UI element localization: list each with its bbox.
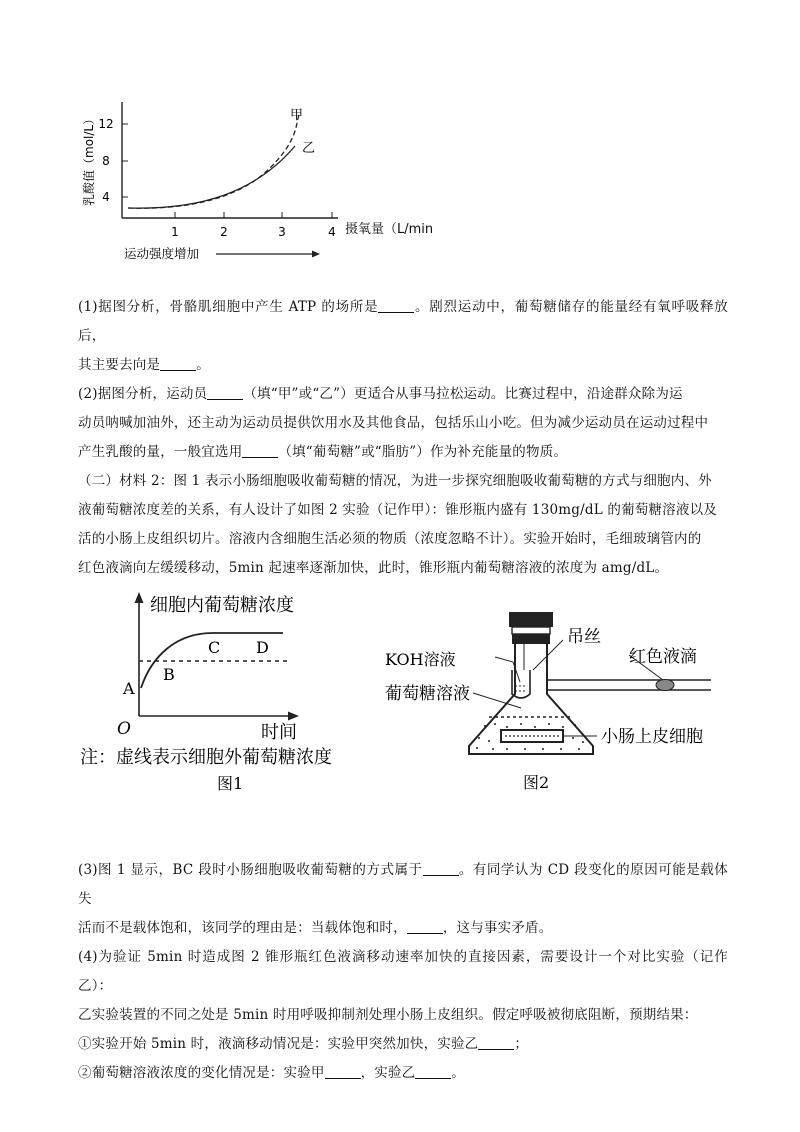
capillary-tube <box>547 680 711 690</box>
fig1-x-label: 时间 <box>261 722 297 743</box>
fig1-caption: 图1 <box>217 774 244 793</box>
answer-blank <box>415 1065 451 1080</box>
point-b: B <box>163 665 175 684</box>
label-cells: 小肠上皮细胞 <box>601 727 703 747</box>
q1-line-1: (1)据图分析，骨骼肌细胞中产生 ATP 的场所是 。剧烈运动中，葡萄糖储存的能量经有氧呼吸释放后， <box>78 299 728 344</box>
q1-line-2: 其主要去向是 。 <box>78 357 210 373</box>
material2-line-4: 红色液滴向左缓缓移动，5min 起速率逐渐加快，此时，锥形瓶内葡萄糖溶液的浓度为 amg/dL。 <box>78 560 669 576</box>
arrow-head <box>312 251 320 258</box>
answer-blank <box>407 920 443 935</box>
q3-line-2: 活而不是载体饱和，该同学的理由是：当载体饱和时， ，这与事实矛盾。 <box>78 920 553 936</box>
point-d: D <box>256 638 269 657</box>
point-c: C <box>208 638 221 657</box>
answer-blank <box>160 357 196 372</box>
x-axis-label: 摄氧量（L/min <box>345 222 434 237</box>
answer-blank <box>242 444 278 459</box>
material2-line-1: （二）材料 2：图 1 表示小肠细胞吸收葡萄糖的情况，为进一步探究细胞吸收葡萄糖的方式与细胞内、外 <box>78 473 712 489</box>
answer-blank <box>378 299 414 314</box>
q4-line-1: (4)为验证 5min 时造成图 2 锥形瓶红色液滴移动速率加快的直接因素，需要设计一个对比实验（记作乙）： <box>78 949 728 994</box>
point-a: A <box>123 679 135 698</box>
material2-line-3: 活的小肠上皮组织切片。溶液内含细胞生活必须的物质（浓度忽略不计）。实验开始时，毛细玻璃管内的 <box>78 531 702 547</box>
q4-line-4: ②葡萄糖溶液浓度的变化情况是：实验甲 ，实验乙 。 <box>78 1065 466 1081</box>
figure-2 <box>385 596 730 796</box>
label-thread: 吊丝 <box>567 627 601 647</box>
label-koh: KOH溶液 <box>385 650 456 669</box>
material2-line-2: 液葡萄糖浓度差的关系，有人设计了如图 2 实验（记作甲）：锥形瓶内盛有 130mg/dL 的葡萄糖溶液以及 <box>78 502 717 518</box>
curve-jia-label: 甲 <box>290 108 304 123</box>
q3-line-1: (3)图 1 显示，BC 段时小肠细胞吸收葡萄糖的方式属于 。有同学认为 CD 段变化的原因可能是载体失 <box>78 862 729 907</box>
answer-blank <box>325 1065 361 1080</box>
label-glucose: 葡萄糖溶液 <box>385 684 470 704</box>
answer-blank <box>423 862 459 877</box>
question-block-3-4 <box>78 856 728 1088</box>
q4-line-3: ①实验开始 5min 时，液滴移动情况是：实验甲突然加快，实验乙 ； <box>78 1036 529 1052</box>
curve-yi-label: 乙 <box>302 141 316 156</box>
arrow-caption: 运动强度增加 <box>124 246 200 261</box>
x-tick-2: 2 <box>220 225 228 239</box>
q2-line-1: (2)据图分析，运动员 （填“甲”或“乙”）更适合从事马拉松运动。比赛过程中，沿途群众除为运 <box>78 386 683 402</box>
y-tick-4: 4 <box>102 190 110 204</box>
q2-line-3: 产生乳酸的量，一般宜选用 （填“葡萄糖”或“脂肪”）作为补充能量的物质。 <box>78 444 568 460</box>
fig1-origin: O <box>117 719 131 739</box>
label-red-drop: 红色液滴 <box>629 647 697 667</box>
answer-blank <box>207 386 243 401</box>
fig1-y-label: 细胞内葡萄糖浓度 <box>150 595 294 616</box>
question-block-1-2 <box>78 293 728 583</box>
x-tick-3: 3 <box>278 225 286 239</box>
q2-line-2: 动员呐喊加油外，还主动为运动员提供饮用水及其他食品，包括乐山小吃。但为减少运动员在运动过程中 <box>78 415 709 431</box>
stopper <box>509 612 553 627</box>
curve-yi <box>128 146 295 208</box>
y-axis-label: 乳酸值（mol/L） <box>82 112 96 206</box>
red-drop <box>656 680 674 691</box>
q4-line-2: 乙实验装置的不同之处是 5min 时用呼吸抑制剂处理小肠上皮组织。假定呼吸被彻底阻断，预期结果： <box>78 1007 698 1023</box>
fig2-caption: 图2 <box>523 773 550 792</box>
y-tick-12: 12 <box>98 117 114 131</box>
figure-1 <box>75 588 370 798</box>
x-tick-4: 4 <box>328 225 336 239</box>
answer-blank <box>478 1036 514 1051</box>
lactic-acid-graph <box>70 88 360 268</box>
curve-jia <box>128 112 300 208</box>
y-tick-8: 8 <box>102 154 110 168</box>
fig1-note: 注：虚线表示细胞外葡萄糖浓度 <box>80 747 332 768</box>
x-tick-1: 1 <box>171 225 179 239</box>
